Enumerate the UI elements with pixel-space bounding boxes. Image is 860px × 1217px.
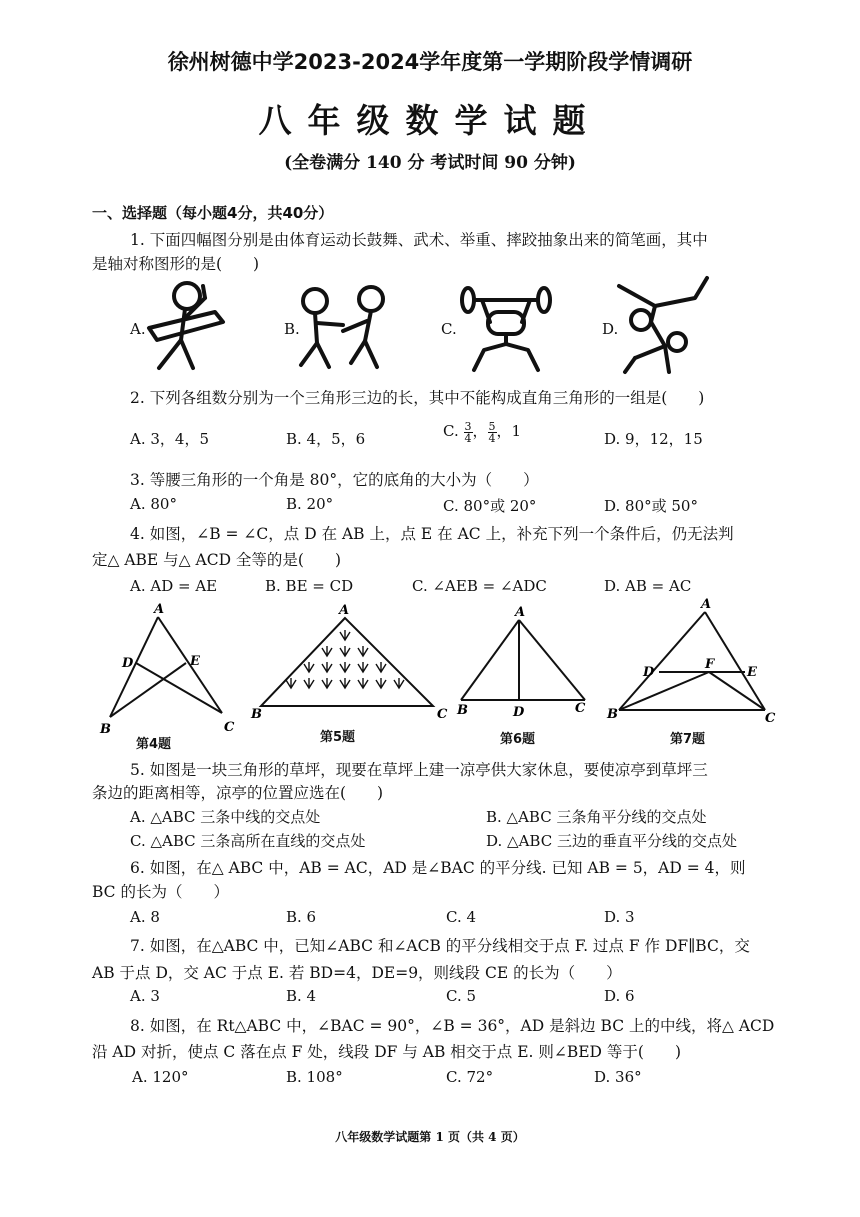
- fig7-label-f: F: [705, 657, 715, 672]
- q4-line2: 定△ ABE 与△ ACD 全等的是( ): [92, 551, 342, 569]
- figure-q4: [100, 602, 240, 745]
- grass-mark: [340, 678, 350, 688]
- q6-option-b: B. 6: [286, 908, 317, 926]
- q8-option-d: D. 36°: [594, 1068, 642, 1086]
- fig4-label-e: E: [190, 654, 200, 669]
- q2-fraction-1-den: 4: [464, 431, 472, 445]
- grass-mark: [340, 646, 350, 656]
- grass-mark: [376, 678, 386, 688]
- school-title: 徐州树德中学2023-2024学年度第一学期阶段学情调研: [167, 50, 693, 74]
- q7-line2: AB 于点 D，交 AC 于点 E. 若 BD=4，DE=9，则线段 CE 的长为（ ）: [92, 964, 622, 982]
- page-footer: 八年级数学试题第 1 页（共 4 页）: [335, 1130, 525, 1144]
- fig7-label-b: B: [607, 707, 618, 722]
- fig4-label-c: C: [224, 720, 235, 735]
- q3-option-a: A. 80°: [130, 495, 177, 513]
- q2-fraction-2: [488, 421, 497, 444]
- fig5-label-c: C: [437, 707, 448, 722]
- q3-option-c: C. 80°或 20°: [443, 497, 537, 515]
- fig4-label-a: A: [154, 602, 165, 617]
- q5-line2: 条边的距离相等，凉亭的位置应选在( ): [92, 784, 384, 802]
- caption-fig7: 第7题: [670, 732, 706, 747]
- fig6-label-a: A: [515, 605, 526, 620]
- q1-line1: 1. 下面四幅图分别是由体育运动长鼓舞、武术、举重、摔跤抽象出来的简笔画，其中: [130, 231, 708, 249]
- exam-subtitle: (全卷满分 140 分 考试时间 90 分钟): [284, 153, 576, 173]
- figure-q5-lawn: [251, 600, 455, 722]
- figure-weightlifting: [458, 282, 554, 374]
- figure-q7: [605, 597, 780, 726]
- q6-option-a: A. 8: [130, 908, 160, 926]
- grass-mark: [376, 662, 386, 672]
- q5-option-a: A. △ABC 三条中线的交点处: [130, 808, 321, 826]
- caption-fig4: 第4题: [136, 737, 172, 752]
- q8-line2: 沿 AD 对折，使点 C 落在点 F 处，线段 DF 与 AB 相交于点 E. 则∠BED 等于( ): [92, 1043, 682, 1061]
- q7-line1: 7. 如图，在△ABC 中，已知∠ABC 和∠ACB 的平分线相交于点 F. 过点 F 作 DF∥BC，交: [130, 937, 750, 955]
- q8-option-b: B. 108°: [286, 1068, 343, 1086]
- q8-line1: 8. 如图，在 Rt△ABC 中，∠BAC = 90°，∠B = 36°，AD 是斜边 BC 上的中线，将△ ACD: [130, 1017, 775, 1035]
- q2-option-a: A. 3，4，5: [130, 430, 209, 448]
- q3-stem: 3. 等腰三角形的一个角是 80°，它的底角的大小为（ ）: [130, 471, 539, 489]
- q2-option-b: B. 4，5，6: [286, 430, 366, 448]
- q4-option-c: C. ∠AEB = ∠ADC: [412, 577, 547, 595]
- q4-line1: 4. 如图，∠B = ∠C，点 D 在 AB 上，点 E 在 AC 上，补充下列一个条件后，仍无法判: [130, 525, 734, 543]
- q7-option-b: B. 4: [286, 987, 317, 1005]
- caption-fig6: 第6题: [500, 732, 536, 747]
- q3-option-b: B. 20°: [286, 495, 334, 513]
- q7-option-d: D. 6: [604, 987, 635, 1005]
- grass-mark: [304, 678, 314, 688]
- q8-option-c: C. 72°: [446, 1068, 494, 1086]
- q5-line1: 5. 如图是一块三角形的草坪，现要在草坪上建一凉亭供大家休息，要使凉亭到草坪三: [130, 761, 708, 779]
- figure-martial-arts: [295, 283, 390, 373]
- fig7-label-e: E: [747, 665, 757, 680]
- q6-option-c: C. 4: [446, 908, 477, 926]
- q1-option-b: B.: [284, 320, 300, 338]
- q2-fraction-1-num: 3: [464, 419, 472, 433]
- q6-option-d: D. 3: [604, 908, 635, 926]
- q5-option-c: C. △ABC 三条高所在直线的交点处: [130, 832, 366, 850]
- q1-line2: 是轴对称图形的是( ): [92, 255, 260, 273]
- figure-drum-dance: [145, 278, 245, 373]
- q6-line2: BC 的长为（ ）: [92, 883, 229, 901]
- fig5-label-a: A: [339, 603, 350, 618]
- q8-option-a: A. 120°: [132, 1068, 189, 1086]
- q2-option-d: D. 9，12，15: [604, 430, 703, 448]
- fig6-label-c: C: [575, 701, 586, 716]
- q2-stem: 2. 下列各组数分别为一个三角形三边的长，其中不能构成直角三角形的一组是( ): [130, 389, 705, 407]
- fig4-label-d: D: [122, 656, 134, 671]
- grass-mark: [358, 662, 368, 672]
- q6-line1: 6. 如图，在△ ABC 中，AB = AC，AD 是∠BAC 的平分线. 已知 AB = 5，AD = 4，则: [130, 859, 746, 877]
- section-heading: 一、选择题（每小题4分，共40分）: [92, 204, 334, 222]
- q7-option-c: C. 5: [446, 987, 477, 1005]
- fig4-label-b: B: [100, 722, 111, 737]
- grass-mark: [322, 678, 332, 688]
- q2-fraction-2-num: 5: [488, 419, 496, 433]
- grass-mark: [340, 662, 350, 672]
- q2-fraction-2-den: 4: [488, 431, 496, 445]
- q1-option-c: C.: [441, 320, 457, 338]
- grass-mark: [340, 630, 350, 640]
- q5-option-d: D. △ABC 三边的垂直平分线的交点处: [486, 832, 737, 850]
- fig7-label-a: A: [701, 597, 712, 612]
- fig6-label-d: D: [513, 705, 525, 720]
- q4-option-a: A. AD = AE: [130, 577, 218, 595]
- caption-fig5: 第5题: [320, 730, 356, 745]
- fig7-label-d: D: [643, 665, 655, 680]
- fig5-label-b: B: [251, 707, 262, 722]
- grass-mark: [322, 646, 332, 656]
- q2-option-c: C. $\frac{3}{4}$ ， $\frac{5}{4}$ ，1: [443, 419, 522, 445]
- figure-wrestling: [615, 276, 711, 376]
- q4-option-d: D. AB = AC: [604, 577, 692, 595]
- grass-mark: [304, 662, 314, 672]
- q2-option-c-label: C.: [443, 422, 459, 440]
- grass-mark: [394, 678, 404, 688]
- fig7-label-c: C: [765, 711, 776, 726]
- q2-fraction-1: [464, 421, 473, 444]
- grass-mark: [358, 646, 368, 656]
- q5-option-b: B. △ABC 三条角平分线的交点处: [486, 808, 707, 826]
- q1-option-d: D.: [602, 320, 619, 338]
- grass-mark: [322, 662, 332, 672]
- exam-title: 八年级数学试题: [258, 101, 602, 140]
- grass-mark: [358, 678, 368, 688]
- q2-option-c-tail: ，1: [496, 422, 522, 440]
- fig6-label-b: B: [457, 703, 468, 718]
- q1-option-a: A.: [130, 320, 146, 338]
- figure-q6: [455, 600, 595, 720]
- q7-option-a: A. 3: [130, 987, 160, 1005]
- q3-option-d: D. 80°或 50°: [604, 497, 698, 515]
- q4-option-b: B. BE = CD: [265, 577, 354, 595]
